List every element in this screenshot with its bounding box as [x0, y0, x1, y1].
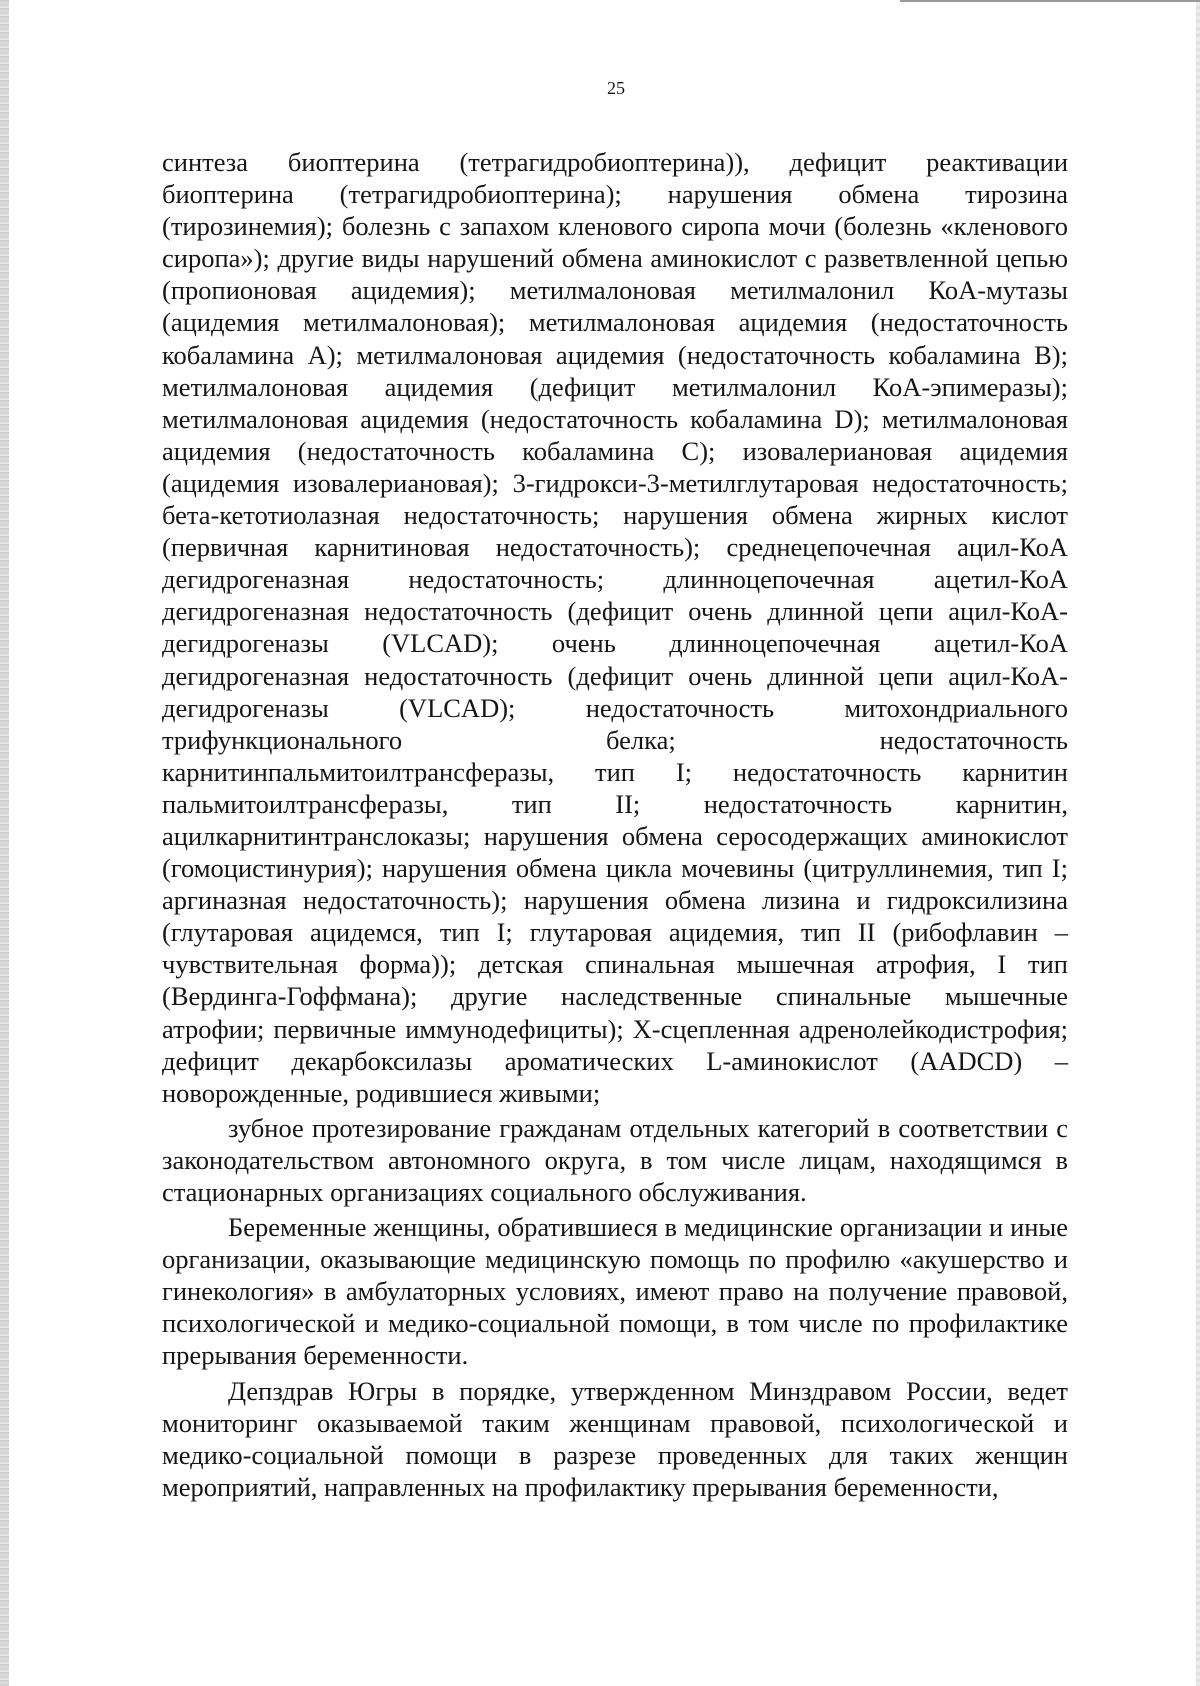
page-number: 25: [607, 78, 625, 98]
scan-edge-left: [0, 0, 9, 1686]
scan-edge-right: [1196, 0, 1200, 1686]
paragraph-pregnant-women: Беременные женщины, обратившиеся в медицинские организации и иные организации, оказывающие медицинскую помощь по профилю «акушерство и гинекология» в амбулаторных условиях, имеют право на получение правовой, психологической и медико-социальной помощи, в том числе по профилактике прерывания беременности.: [162, 1212, 1068, 1371]
paragraph-monitoring: Депздрав Югры в порядке, утвержденном Минздравом России, ведет мониторинг оказываемой таким женщинам правовой, психологической и медико-социальной помощи в разрезе проведенных для таких женщин мероприятий, направленных на профилактику прерывания беременности,: [162, 1375, 1068, 1502]
document-body: [162, 146, 1068, 1506]
scan-line-top: [900, 0, 1200, 2]
paragraph-disease-list: синтеза биоптерина (тетрагидробиоптерина)), дефицит реактивации биоптерина (тетрагидробиоптерина); нарушения обмена тирозина (тирозинемия); болезнь с запахом кленового сиропа мочи (болезнь «кленового сиропа»); другие виды нарушений обмена аминокислот с разветвленной цепью (пропионовая ацидемия); метилмалоновая метилмалонил КоА-мутазы (ацидемия метилмалоновая); метилмалоновая ацидемия (недостаточность кобаламина A); метилмалоновая ацидемия (недостаточность кобаламина B); метилмалоновая ацидемия (дефицит метилмалонил КоА-эпимеразы); метилмалоновая ацидемия (недостаточность кобаламина D); метилмалоновая ацидемия (недостаточность кобаламина C); изовалериановая ацидемия (ацидемия изовалериановая); 3-гидрокси-3-метилглутаровая недостаточность; бета-кетотиолазная недостаточность; нарушения обмена жирных кислот (первичная карнитиновая недостаточность); среднецепочечная ацил-КоА дегидрогеназная недостаточность; длинноцепочечная ацетил-КоА дегидрогеназная недостаточность (дефицит очень длинной цепи ацил-КоА-дегидрогеназы (VLCAD); очень длинноцепочечная ацетил-КоА дегидрогеназная недостаточность (дефицит очень длинной цепи ацил-КоА-дегидрогеназы (VLCAD); недостаточность митохондриального трифункционального белка; недостаточность карнитинпальмитоилтрансферазы, тип I; недостаточность карнитин пальмитоилтрансферазы, тип II; недостаточность карнитин, ацилкарнитинтранслоказы; нарушения обмена серосодержащих аминокислот (гомоцистинурия); нарушения обмена цикла мочевины (цитруллинемия, тип I; аргиназная недостаточность); нарушения обмена лизина и гидроксилизина (глутаровая ацидемся, тип I; глутаровая ацидемия, тип II (рибофлавин – чувствительная форма)); детская спинальная мышечная атрофия, I тип (Вердинга-Гоффмана); другие наследственные спинальные мышечные атрофии; первичные иммунодефициты); X-сцепленная адренолейкодистрофия; дефицит декарбоксилазы ароматических L-аминокислот (AADCD) – новорожденные, родившиеся живыми;: [162, 147, 1068, 1108]
paragraph-dental-prosthetics: зубное протезирование гражданам отдельных категорий в соответствии с законодательством автономного округа, в том числе лицам, находящимся в стационарных организациях социального обслуживания.: [162, 1112, 1068, 1207]
